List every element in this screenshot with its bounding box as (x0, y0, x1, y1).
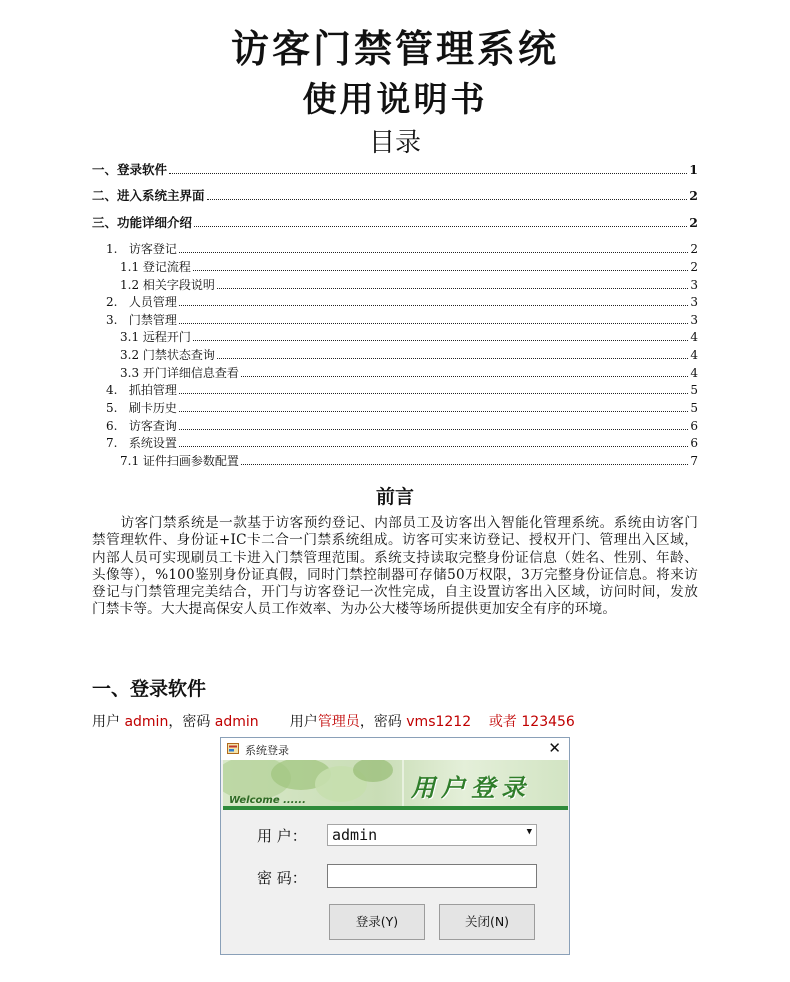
toc-entry-title: 人员管理 (128, 295, 177, 309)
toc-entry-number: 3. (106, 313, 129, 327)
toc-entry-title: 刷卡历史 (128, 401, 177, 415)
document-subtitle: 使用说明书 (302, 80, 488, 120)
app-window-icon (227, 743, 239, 754)
toc-heading: 目录 (368, 128, 421, 158)
section-heading-login: 一、登录软件 (92, 678, 207, 700)
toc-entry-page: 4 (690, 330, 698, 344)
toc-entry[interactable] (106, 311, 698, 328)
toc-entry-title: 登记流程 (142, 260, 191, 274)
toc-entry[interactable] (120, 276, 698, 293)
password-field[interactable] (327, 864, 537, 888)
toc-entry-number: 2. (106, 295, 129, 309)
toc-entry-page: 7 (690, 454, 698, 468)
credentials-user-label: 用户 (92, 714, 125, 730)
document-title: 访客门禁管理系统 (230, 27, 559, 71)
credentials-sep: ，密码 (168, 714, 215, 730)
toc-entry-number: 1. (106, 242, 129, 256)
username-label: 用 户： (257, 827, 307, 845)
login-window-title: 系统登录 (245, 744, 289, 757)
toc-entry-title: 进入系统主界面 (117, 188, 205, 203)
toc-leader-dots (194, 225, 687, 227)
preface-heading: 前言 (375, 486, 414, 508)
toc-leader-dots (179, 304, 688, 306)
toc-leader-dots (179, 445, 688, 447)
chevron-down-icon[interactable]: ▼ (526, 827, 532, 837)
toc-entry-title: 抓拍管理 (128, 383, 177, 397)
toc-entry-page: 3 (690, 295, 698, 309)
credentials-user-label-2: 用户 (258, 714, 318, 730)
toc-entry-page: 5 (690, 383, 698, 397)
toc-leader-dots (217, 357, 688, 359)
banner-title: 用户登录 (411, 773, 531, 802)
toc-leader-dots (179, 410, 688, 412)
toc-entry-page: 2 (689, 215, 698, 230)
toc-entry-number: 二、 (92, 188, 118, 203)
toc-entry[interactable] (120, 364, 698, 381)
toc-leader-dots (169, 172, 687, 174)
toc-entry-page: 6 (690, 419, 698, 433)
toc-entry[interactable] (106, 240, 698, 257)
toc-entry-number: 一、 (92, 162, 118, 177)
toc-entry[interactable] (120, 452, 698, 469)
toc-entry-title: 开门详细信息查看 (142, 366, 239, 380)
username-combobox[interactable] (327, 824, 537, 846)
login-window (220, 737, 570, 955)
login-banner (223, 760, 568, 810)
toc-entry[interactable] (92, 213, 698, 231)
credentials-sep-2: ，密码 (359, 714, 407, 730)
toc-entry[interactable] (92, 160, 698, 178)
toc-entry-title: 门禁管理 (128, 313, 177, 327)
toc-leader-dots (241, 463, 688, 465)
toc-leader-dots (193, 339, 688, 341)
toc-entry-number: 4. (106, 383, 129, 397)
toc-entry-title: 远程开门 (142, 330, 191, 344)
toc-entry-title: 相关字段说明 (142, 278, 215, 292)
credentials-pass-admin: admin (214, 714, 259, 730)
credentials-user-manager: 管理员 (317, 714, 360, 730)
toc-entry-title: 功能详细介绍 (117, 215, 193, 230)
toc-entry[interactable] (92, 186, 698, 204)
credentials-user-admin: admin (124, 714, 169, 730)
toc-entry-page: 3 (690, 278, 698, 292)
toc-entry-page: 5 (690, 401, 698, 415)
username-value: admin (332, 826, 378, 844)
toc-entry[interactable] (120, 258, 698, 275)
toc-leader-dots (179, 322, 688, 324)
welcome-text: Welcome ...... (229, 795, 306, 806)
toc-leader-dots (241, 375, 688, 377)
login-button[interactable]: 登录(Y) (329, 904, 425, 940)
toc-entry-number: 7. (106, 436, 129, 450)
credentials-alt-pass: 或者 123456 (471, 714, 575, 730)
toc-entry-page: 6 (690, 436, 698, 450)
toc-leader-dots (193, 269, 688, 271)
toc-entry[interactable] (106, 293, 698, 310)
toc-entry[interactable] (120, 328, 698, 345)
toc-entry-number: 3.3 (120, 366, 143, 380)
toc-entry-page: 1 (689, 162, 698, 177)
toc-leader-dots (179, 392, 688, 394)
toc-leader-dots (217, 287, 688, 289)
toc-entry-number: 1.2 (120, 278, 143, 292)
toc-entry-title: 登录软件 (117, 162, 168, 177)
toc-entry-title: 证件扫画参数配置 (142, 454, 239, 468)
toc-entry-number: 三、 (92, 215, 118, 230)
credentials-pass-manager: vms1212 (406, 714, 472, 730)
toc-entry-title: 访客查询 (128, 419, 177, 433)
toc-entry-number: 1.1 (120, 260, 143, 274)
toc-entry-page: 2 (690, 260, 698, 274)
toc-leader-dots (207, 198, 688, 200)
toc-entry-number: 3.1 (120, 330, 143, 344)
toc-entry-page: 2 (689, 188, 698, 203)
close-button[interactable]: 关闭(N) (439, 904, 535, 940)
close-icon[interactable]: ✕ (548, 739, 561, 757)
toc-entry-number: 7.1 (120, 454, 143, 468)
toc-entry-number: 6. (106, 419, 129, 433)
toc-entry-page: 3 (690, 313, 698, 327)
credentials-line (92, 711, 575, 731)
login-window-titlebar[interactable] (221, 738, 569, 760)
toc-entry-number: 3.2 (120, 348, 143, 362)
toc-entry-title: 系统设置 (128, 436, 177, 450)
toc-entry-title: 访客登记 (128, 242, 177, 256)
password-label: 密 码： (257, 869, 307, 887)
toc-entry-number: 5. (106, 401, 129, 415)
toc-leader-dots (179, 428, 688, 430)
toc-entry-page: 2 (690, 242, 698, 256)
toc-entry[interactable] (106, 417, 698, 434)
toc-entry-page: 4 (690, 366, 698, 380)
toc-entry-page: 4 (690, 348, 698, 362)
toc-entry[interactable] (106, 381, 698, 398)
toc-entry[interactable] (120, 346, 698, 363)
toc-entry[interactable] (106, 399, 698, 416)
toc-entry-title: 门禁状态查询 (142, 348, 215, 362)
toc-entry[interactable] (106, 434, 698, 451)
toc-leader-dots (179, 251, 688, 253)
preface-paragraph: 访客门禁系统是一款基于访客预约登记、内部员工及访客出入智能化管理系统。系统由访客门禁管理软件、身份证+IC卡二合一门禁系统组成。访客可实来访登记、授权开门、管理出入区域，内部人员可实现刷员工卡进入门禁管理范围。系统支持读取完整身份证信息（姓名、性别、年龄、头像等），%100鉴别身份证真假，同时门禁控制器可存储50万权限，3万完整身份证信息。将来访登记与门禁管理完美结合，开门与访客登记一次性完成，自主设置访客出入区域，访问时间，发放门禁卡等。大大提高保安人员工作效率、为办公大楼等场所提供更加安全有序的环境。 (92, 515, 698, 618)
